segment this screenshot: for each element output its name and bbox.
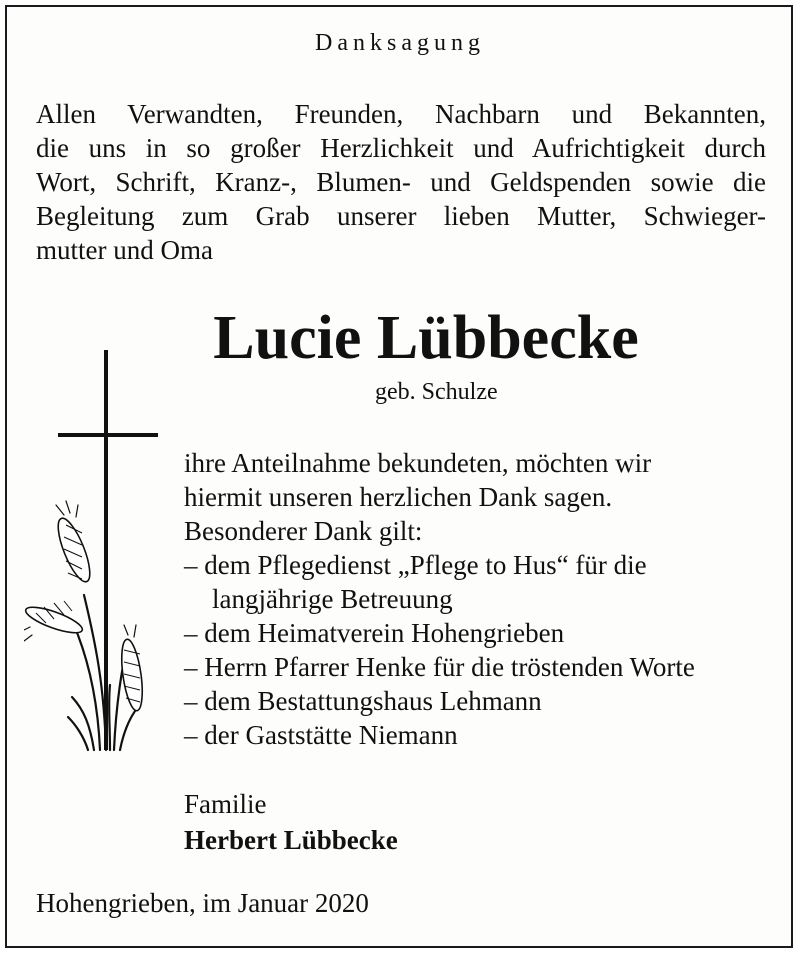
thanks-paragraph bbox=[184, 446, 764, 752]
intro-line: mutter und Oma bbox=[36, 235, 213, 265]
thanks-line: ihre Anteilnahme bekundeten, möchten wir bbox=[184, 448, 652, 478]
intro-line: die uns in so großer Herzlichkeit und Aufrichtigkeit durch bbox=[36, 133, 766, 163]
notice-heading: Danksagung bbox=[315, 30, 485, 56]
signature-label: Familie bbox=[184, 789, 267, 819]
thanks-list-item: – dem Bestattungshaus Lehmann bbox=[184, 686, 542, 716]
deceased-name: Lucie Lübbecke bbox=[213, 304, 639, 372]
thanks-list-item: – der Gaststätte Niemann bbox=[184, 720, 458, 750]
maiden-name: geb. Schulze bbox=[375, 379, 498, 405]
signature-name: Herbert Lübbecke bbox=[184, 825, 398, 855]
thanks-line: hiermit unseren herzlichen Dank sagen. bbox=[184, 482, 613, 512]
signature-block bbox=[184, 786, 398, 858]
thanks-list-item: – Herrn Pfarrer Henke für die tröstenden Worte bbox=[184, 652, 695, 682]
cross-with-wheat-icon bbox=[24, 345, 174, 755]
intro-paragraph bbox=[36, 97, 766, 267]
intro-line: Begleitung zum Grab unserer lieben Mutter, Schwieger- bbox=[36, 201, 766, 231]
intro-line: Allen Verwandten, Freunden, Nachbarn und Bekannten, bbox=[36, 99, 766, 129]
intro-line: Wort, Schrift, Kranz-, Blumen- und Geldspenden sowie die bbox=[36, 167, 766, 197]
thanks-list-item: – dem Heimatverein Hohengrieben bbox=[184, 618, 565, 648]
thanks-line: Besonderer Dank gilt: bbox=[184, 516, 423, 546]
place-date: Hohengrieben, im Januar 2020 bbox=[36, 888, 369, 918]
thanks-list-item-continuation: langjährige Betreuung bbox=[212, 584, 453, 614]
thanks-list-item: – dem Pflegedienst „Pflege to Hus“ für die bbox=[184, 550, 647, 580]
